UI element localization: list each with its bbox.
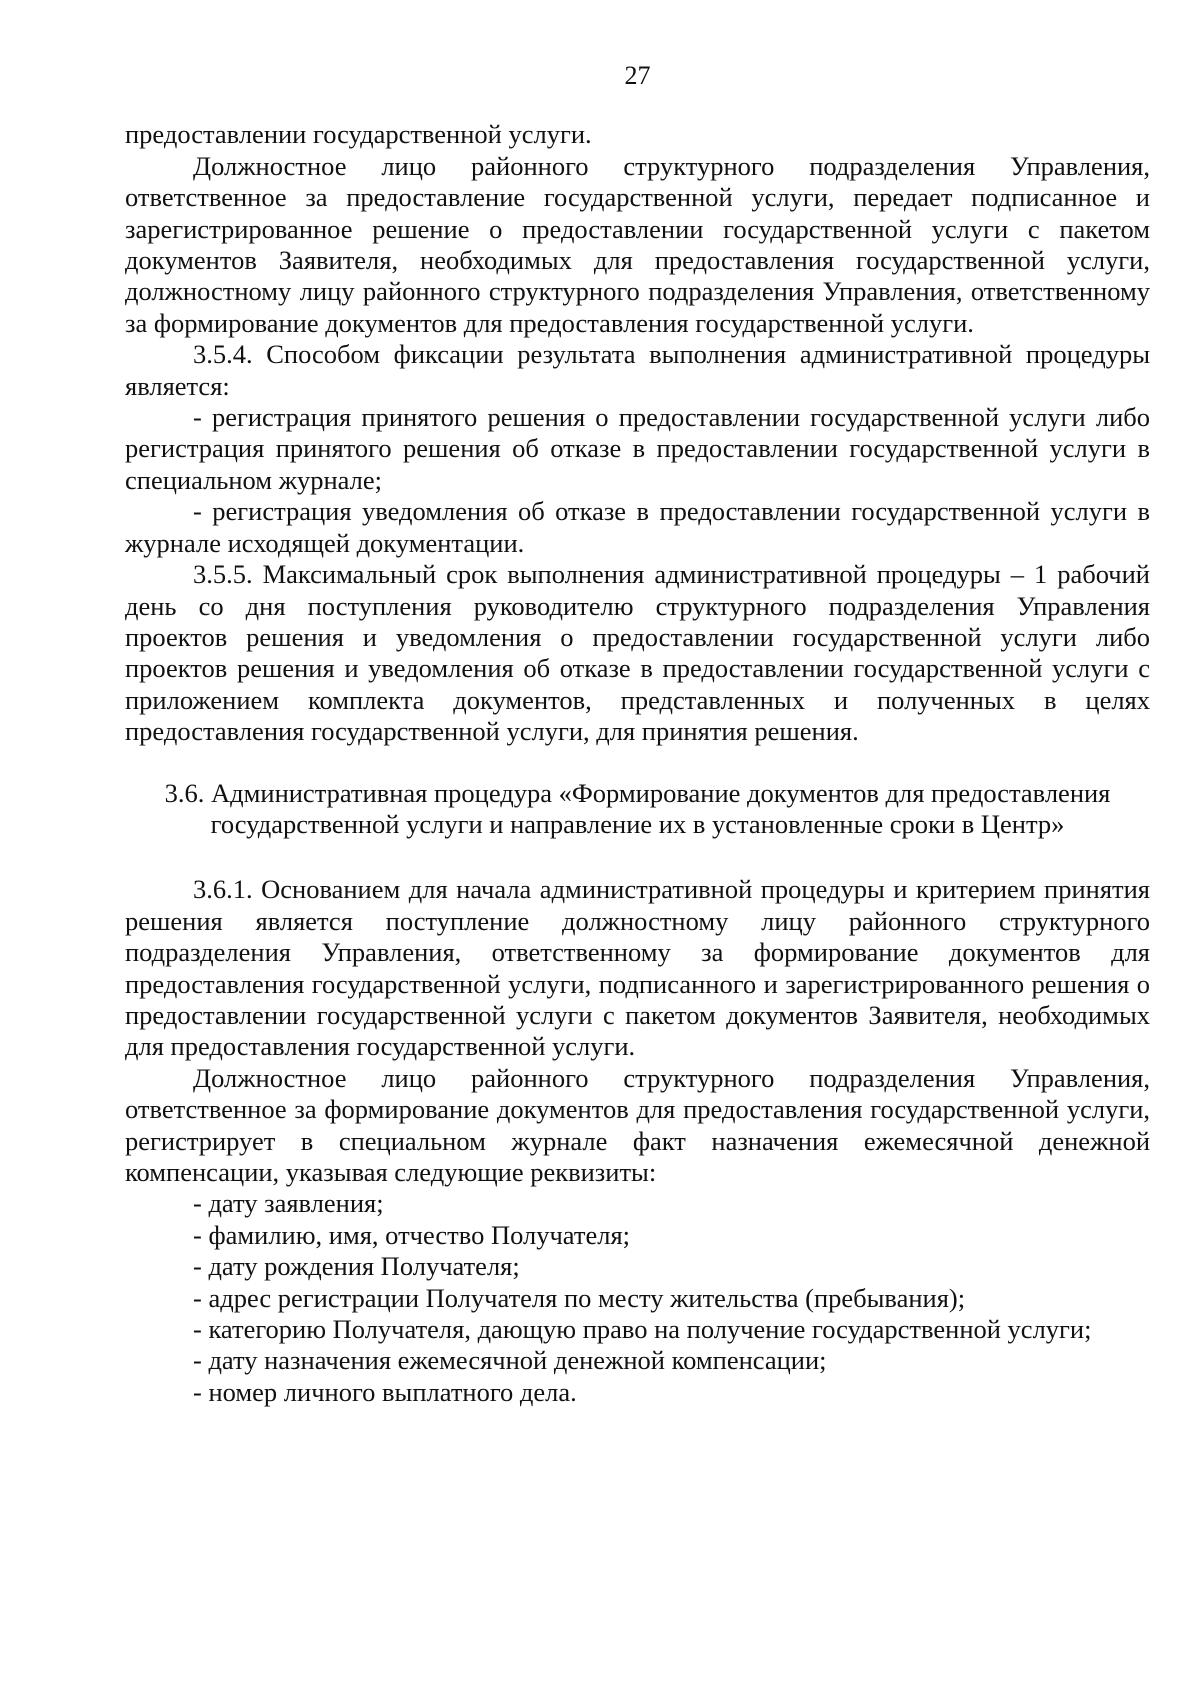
document-page (125, 60, 1150, 1408)
list-item: - номер личного выплатного дела. (193, 1376, 577, 1407)
list-item: - дату заявления; (193, 1188, 384, 1219)
section-before-heading (125, 119, 1150, 747)
paragraph: Должностное лицо районного структурного подразделения Управления, ответственное за формирование документов для предоставления государственной услуги, регистрирует в специальном журнале факт назначения ежемесячной денежной компенсации, указывая следующие реквизиты: (125, 1062, 1150, 1187)
section-heading: 3.6. Административная процедура «Формирование документов для предоставления государственной услуги и направление их в установленные сроки в Центр» (164, 777, 1111, 839)
list-item: - адрес регистрации Получателя по месту жительства (пребывания); (193, 1282, 966, 1313)
list-item: - фамилию, имя, отчество Получателя; (193, 1219, 630, 1250)
paragraph: 3.5.4. Способом фиксации результата выполнения административной процедуры является: (125, 339, 1150, 401)
list-item: - дату назначения ежемесячной денежной компенсации; (193, 1345, 827, 1376)
list-item: - категорию Получателя, дающую право на получение государственной услуги; (193, 1314, 1092, 1345)
paragraph: 3.5.5. Максимальный срок выполнения административной процедуры – 1 рабочий день со дня поступления руководителю структурного подразделения Управления проектов решения и уведомления о предоставлении государственной услуги либо проектов решения и уведомления об отказе в предоставлении государственной услуги с приложением комплекта документов, представленных и полученных в целях предоставления государственной услуги, для принятия решения. (125, 559, 1150, 747)
list-item: - дату рождения Получателя; (193, 1251, 520, 1282)
list-item: - регистрация принятого решения о предоставлении государственной услуги либо регистрация принятого решения об отказе в предоставлении государственной услуги в специальном журнале; (125, 402, 1150, 495)
page-number: 27 (624, 61, 651, 90)
list-item: - регистрация уведомления об отказе в предоставлении государственной услуги в журнале исходящей документации. (125, 496, 1150, 558)
paragraph: Должностное лицо районного структурного подразделения Управления, ответственное за предоставление государственной услуги, передает подписанное и зарегистрированное решение о предоставлении государственной услуги с пакетом документов Заявителя, необходимых для предоставления государственной услуги, должностному лицу районного структурного подразделения Управления, ответственному за формирование документов для предоставления государственной услуги. (125, 150, 1150, 338)
section-after-heading (125, 874, 1150, 1408)
paragraph: 3.6.1. Основанием для начала административной процедуры и критерием принятия решения является поступление должностному лицу районного структурного подразделения Управления, ответственному за формирование документов для предоставления государственной услуги, подписанного и зарегистрированного решения о предоставлении государственной услуги с пакетом документов Заявителя, необходимых для предоставления государственной услуги. (125, 874, 1150, 1062)
paragraph: предоставлении государственной услуги. (125, 119, 592, 150)
